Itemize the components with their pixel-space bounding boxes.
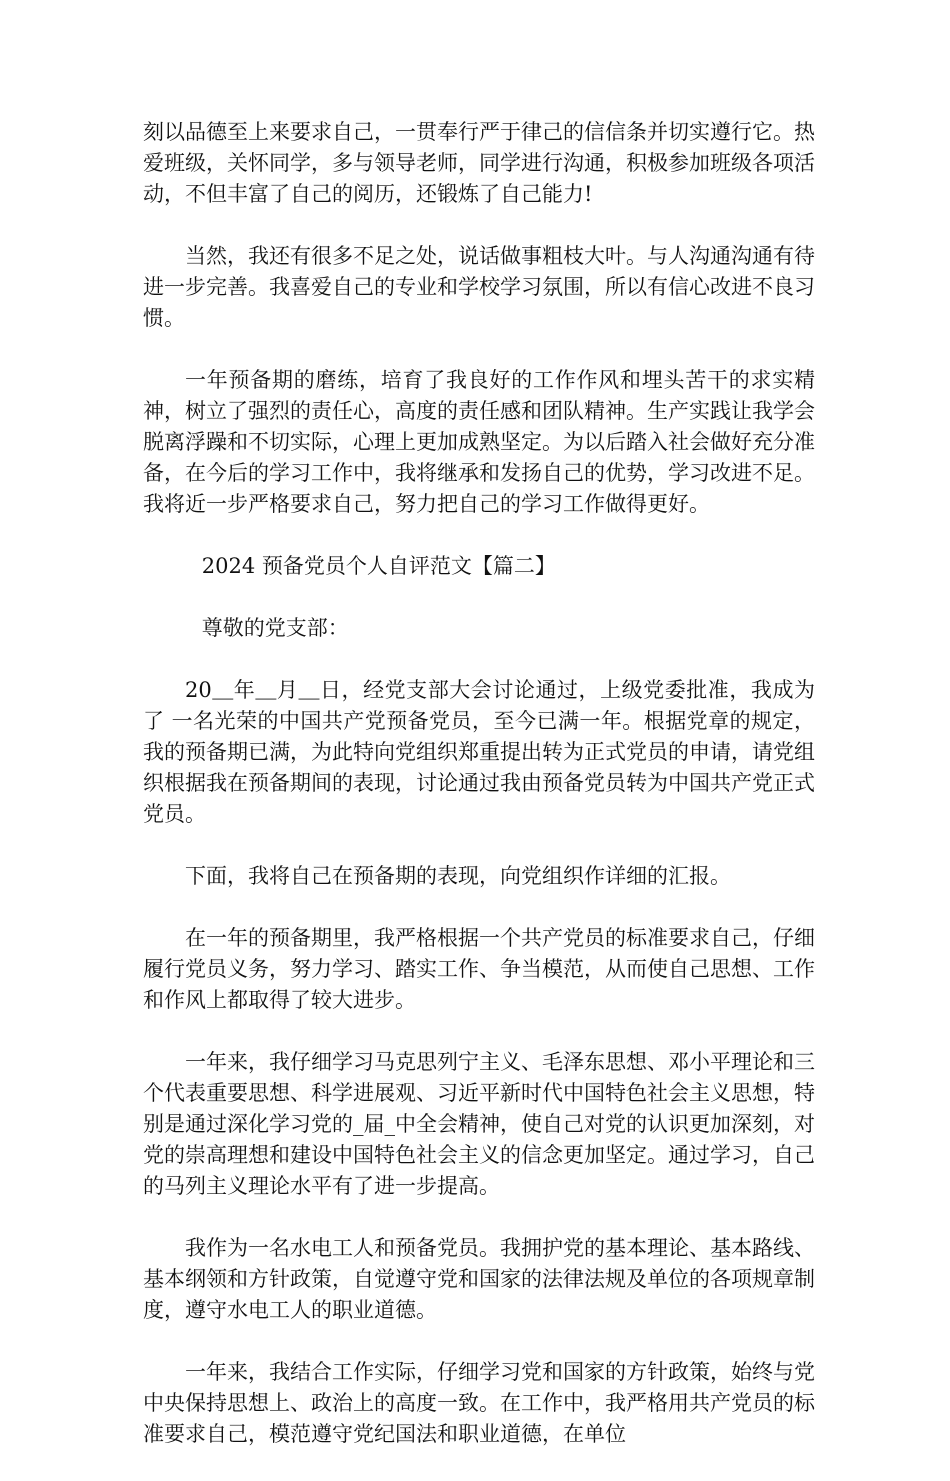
paragraph-probation-year: 在一年的预备期里，我严格根据一个共产党员的标准要求自己，仔细履行党员义务，努力学习、踏实工作、争当模范，从而使自己思想、工作和作风上都取得了较大进步。	[143, 926, 815, 1012]
document-content	[143, 117, 815, 1481]
paragraph-worker-role: 我作为一名水电工人和预备党员。我拥护党的基本理论、基本路线、基本纲领和方针政策，自觉遵守党和国家的法律法规及单位的各项规章制度，遵守水电工人的职业道德。	[143, 1236, 815, 1322]
paragraph-application: 20＿年＿月＿日，经党支部大会讨论通过，上级党委批准，我成为了 一名光荣的中国共产党预备党员，至今已满一年。根据党章的规定，我的预备期已满，为此特向党组织郑重提出转为正式党员的申请，请党组织根据我在预备期间的表现，讨论通过我由预备党员转为中国共产党正式党员。	[143, 678, 815, 826]
salutation: 尊敬的党支部：	[201, 616, 349, 640]
paragraph-study: 一年来，我仔细学习马克思列宁主义、毛泽东思想、邓小平理论和三个代表重要思想、科学进展观、习近平新时代中国特色社会主义思想，特别是通过深化学习党的_届_中全会精神，使自己对党的认识更加深刻，对党的崇高理想和建设中国特色社会主义的信念更加坚定。通过学习，自己的马列主义理论水平有了进一步提高。	[143, 1050, 815, 1198]
paragraph-shortcomings: 当然，我还有很多不足之处，说话做事粗枝大叶。与人沟通沟通有待进一步完善。我喜爱自己的专业和学校学习氛围，所以有信心改进不良习惯。	[143, 244, 815, 330]
section-heading: 2024 预备党员个人自评范文【篇二】	[201, 554, 556, 578]
paragraph-work-practice: 一年来，我结合工作实际，仔细学习党和国家的方针政策，始终与党中央保持思想上、政治上的高度一致。在工作中，我严格用共产党员的标准要求自己，模范遵守党纪国法和职业道德，在单位	[143, 1360, 815, 1446]
paragraph-probation-summary: 一年预备期的磨练，培育了我良好的工作作风和埋头苦干的求实精神，树立了强烈的责任心，高度的责任感和团队精神。生产实践让我学会脱离浮躁和不切实际，心理上更加成熟坚定。为以后踏入社会做好充分准备，在今后的学习工作中，我将继承和发扬自己的优势，学习改进不足。我将近一步严格要求自己，努力把自己的学习工作做得更好。	[143, 368, 815, 516]
paragraph-report-intro: 下面，我将自己在预备期的表现，向党组织作详细的汇报。	[185, 864, 731, 888]
paragraph-continuation: 刻以品德至上来要求自己，一贯奉行严于律己的信信条并切实遵行它。热爱班级，关怀同学，多与领导老师，同学进行沟通，积极参加班级各项活动，不但丰富了自己的阅历，还锻炼了自己能力!	[143, 120, 815, 206]
